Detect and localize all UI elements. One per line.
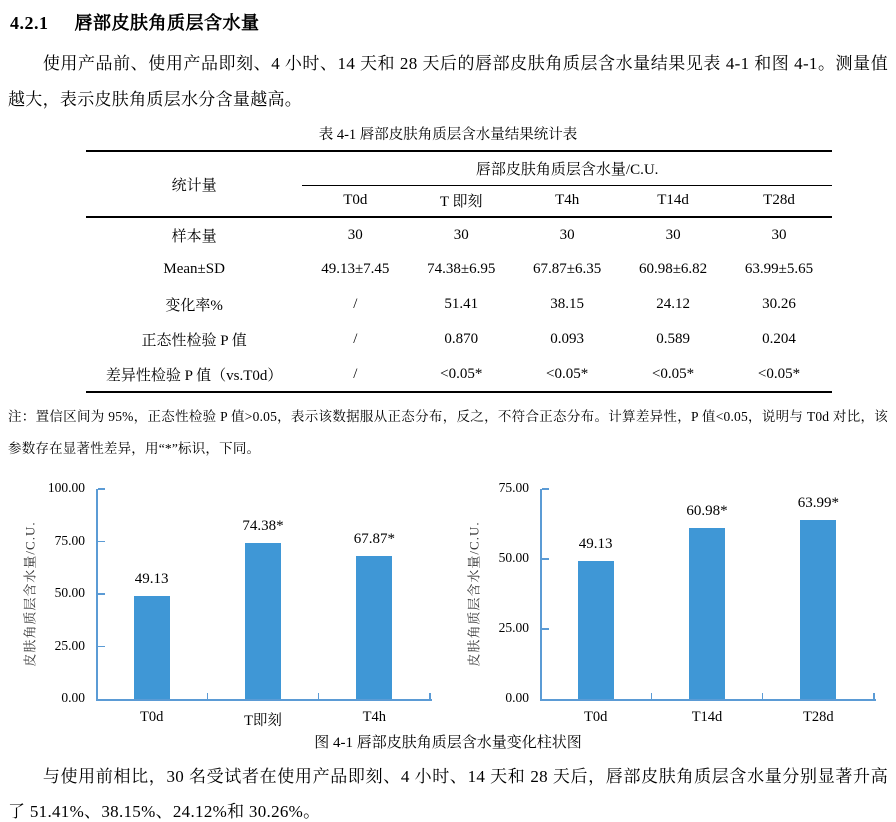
bar bbox=[356, 556, 392, 699]
y-tick-label: 25.00 bbox=[54, 637, 85, 653]
category-label: T即刻 bbox=[244, 713, 282, 729]
row-label: 变化率% bbox=[165, 298, 223, 314]
cell: 0.204 bbox=[762, 331, 796, 347]
cell: 67.87±6.35 bbox=[533, 261, 602, 277]
cell: 38.15 bbox=[550, 296, 585, 312]
row-label: 差异性检验 P 值（vs.T0d） bbox=[105, 367, 283, 384]
cell: 74.38±6.95 bbox=[427, 261, 496, 277]
cell: 30 bbox=[453, 226, 469, 243]
cell: / bbox=[353, 296, 358, 312]
y-tick-label: 75.00 bbox=[54, 532, 85, 548]
section-title: 唇部皮肤角质层含水量 bbox=[74, 13, 260, 33]
bar bbox=[578, 561, 614, 699]
table-row bbox=[86, 322, 832, 357]
cell: 0.589 bbox=[656, 331, 690, 347]
table-col-t4h: T4h bbox=[514, 185, 620, 217]
y-tick-label: 0.00 bbox=[61, 690, 85, 705]
table-header-stat: 统计量 bbox=[86, 151, 302, 217]
cell: / bbox=[353, 365, 358, 382]
cell: 30 bbox=[771, 226, 787, 243]
table-header-group: 唇部皮肤角质层含水量/C.U. bbox=[302, 151, 832, 185]
category-label: T28d bbox=[803, 709, 834, 725]
bar-value-label: 49.13 bbox=[578, 536, 613, 553]
category-label: T14d bbox=[691, 709, 723, 725]
cell: 30.26 bbox=[762, 296, 796, 312]
y-tick-label: 25.00 bbox=[498, 620, 529, 635]
table-row bbox=[86, 217, 832, 252]
row-label: Mean±SD bbox=[163, 261, 225, 277]
y-axis bbox=[96, 489, 98, 699]
x-tick bbox=[762, 693, 764, 699]
bar bbox=[134, 596, 170, 699]
table-footnote: 注：置信区间为 95%，正态性检验 P 值>0.05，表示该数据服从正态分布，反之，不符合正态分布。计算差异性，P 值<0.05，说明与 T0d 对比，该参数存在显著性差异，用“*”标识，下同。 bbox=[8, 409, 888, 456]
x-axis bbox=[540, 699, 876, 701]
table-caption: 表 4-1 唇部皮肤角质层含水量结果统计表 bbox=[318, 127, 578, 143]
section-heading bbox=[10, 10, 888, 36]
x-tick bbox=[651, 693, 653, 699]
table-row bbox=[86, 252, 832, 287]
cell: / bbox=[353, 331, 358, 347]
y-tick bbox=[98, 646, 105, 648]
cell: 24.12 bbox=[656, 296, 690, 312]
figure-caption: 图 4-1 唇部皮肤角质层含水量变化柱状图 bbox=[314, 735, 582, 751]
cell: <0.05* bbox=[757, 365, 801, 382]
intro-paragraph: 使用产品前、使用产品即刻、4 小时、14 天和 28 天后的唇部皮肤角质层含水量结果见表 4-1 和图 4-1。测量值越大，表示皮肤角质层水分含量越高。 bbox=[8, 54, 888, 109]
x-tick bbox=[873, 693, 875, 699]
x-axis bbox=[96, 699, 432, 701]
cell: 51.41 bbox=[444, 296, 479, 312]
y-tick-label: 50.00 bbox=[498, 550, 529, 565]
bar bbox=[689, 528, 725, 699]
category-label: T0d bbox=[583, 709, 608, 725]
y-tick bbox=[98, 488, 105, 490]
bar-chart-left bbox=[12, 475, 442, 727]
cell: <0.05* bbox=[651, 365, 695, 382]
cell: <0.05* bbox=[546, 365, 589, 382]
y-tick-label: 0.00 bbox=[505, 690, 529, 705]
x-tick bbox=[318, 693, 320, 699]
cell: 30 bbox=[347, 226, 363, 243]
y-axis-title: 皮肤角质层含水量/C.U. bbox=[466, 521, 482, 667]
table-col-timmediate: T 即刻 bbox=[408, 185, 514, 217]
bar-value-label: 74.38* bbox=[242, 517, 284, 534]
bar-chart-right bbox=[456, 475, 886, 727]
bar bbox=[245, 543, 281, 699]
y-tick bbox=[542, 488, 549, 490]
cell: 49.13±7.45 bbox=[321, 261, 390, 277]
conclusion-paragraph: 与使用前相比，30 名受试者在使用产品即刻、4 小时、14 天和 28 天后，唇部皮肤角质层含水量分别显著升高了 51.41%、38.15%、24.12%和 30.26%。 bbox=[8, 767, 888, 821]
bar bbox=[800, 520, 836, 699]
cell: <0.05* bbox=[440, 365, 483, 382]
table-col-t0d: T0d bbox=[302, 185, 408, 217]
y-axis-title: 皮肤角质层含水量/C.U. bbox=[22, 521, 38, 667]
bar-value-label: 49.13 bbox=[134, 570, 169, 587]
bar-value-label: 63.99* bbox=[797, 494, 839, 511]
category-label: T0d bbox=[139, 709, 164, 725]
stats-table bbox=[86, 150, 832, 393]
table-row bbox=[86, 357, 832, 392]
section-number: 4.2.1 bbox=[10, 13, 49, 33]
cell: 30 bbox=[559, 226, 575, 243]
bar-value-label: 67.87* bbox=[353, 531, 395, 548]
y-axis bbox=[540, 489, 542, 699]
cell: 60.98±6.82 bbox=[638, 261, 708, 277]
cell: 0.093 bbox=[550, 331, 585, 347]
row-label: 正态性检验 P 值 bbox=[141, 333, 247, 349]
row-label: 样本量 bbox=[171, 228, 217, 245]
y-tick bbox=[98, 593, 105, 595]
x-tick bbox=[429, 693, 431, 699]
y-tick bbox=[542, 558, 549, 560]
cell: 0.870 bbox=[444, 331, 479, 347]
cell: 30 bbox=[665, 226, 681, 243]
x-tick bbox=[207, 693, 209, 699]
table-row bbox=[86, 287, 832, 322]
bar-value-label: 60.98* bbox=[686, 503, 728, 520]
table-col-t28d: T28d bbox=[726, 185, 832, 217]
y-tick bbox=[98, 541, 105, 543]
table-col-t14d: T14d bbox=[620, 185, 726, 217]
y-tick bbox=[542, 628, 549, 630]
y-tick-label: 50.00 bbox=[54, 585, 85, 600]
y-tick-label: 75.00 bbox=[498, 480, 529, 495]
y-tick-label: 100.00 bbox=[47, 480, 85, 495]
cell: 63.99±5.65 bbox=[744, 261, 814, 277]
figure-charts bbox=[12, 475, 888, 727]
category-label: T4h bbox=[362, 709, 387, 725]
